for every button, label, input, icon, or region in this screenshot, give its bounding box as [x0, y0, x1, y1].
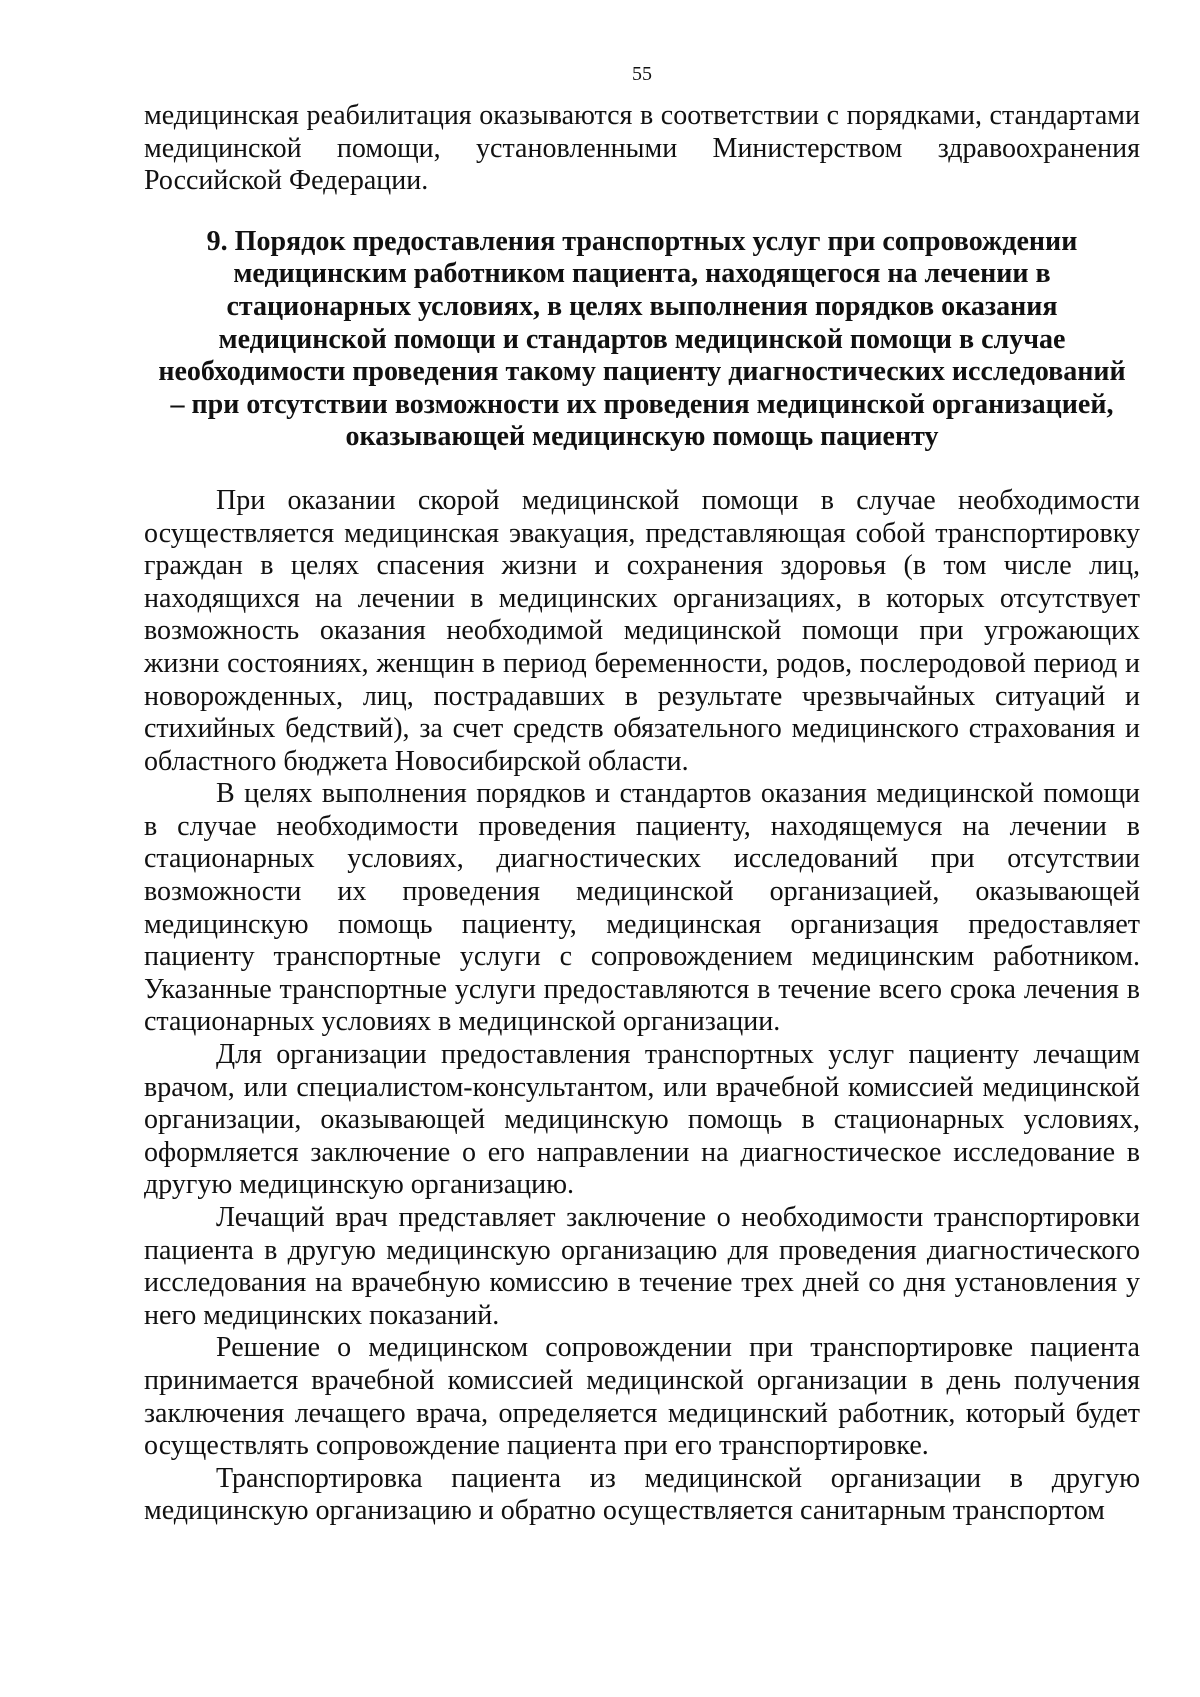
- body-paragraph: Для организации предоставления транспортных услуг пациенту лечащим врачом, или специалистом-консультантом, или врачебной комиссией медицинской организации, оказывающей медицинскую помощь в стационарных условиях, оформляется заключение о его направлении на диагностическое исследование в другую медицинскую организацию.: [144, 1039, 1140, 1201]
- body-paragraph: Транспортировка пациента из медицинской организации в другую медицинскую организацию и обратно осуществляется санитарным транспортом: [144, 1462, 1140, 1527]
- body-paragraph: При оказании скорой медицинской помощи в случае необходимости осуществляется медицинская эвакуация, представляющая собой транспортировку граждан в целях спасения жизни и сохранения здоровья (в том числе лиц, находящихся на лечении в медицинских организациях, в которых отсутствует возможность оказания необходимой медицинской помощи при угрожающих жизни состояниях, женщин в период беременности, родов, послеродовой период и новорожденных, лиц, пострадавших в результате чрезвычайных ситуаций и стихийных бедствий), за счет средств обязательного медицинского страхования и областного бюджета Новосибирской области.: [144, 484, 1140, 777]
- document-page: [144, 62, 1140, 1528]
- section-heading: 9. Порядок предоставления транспортных услуг при сопровождении медицинским работником пациента, находящегося на лечении в стационарных условиях, в целях выполнения порядков оказания медицинской помощи и стандартов медицинской помощи в случае необходимости проведения такому пациенту диагностических исследований – при отсутствии возможности их проведения медицинской организацией, оказывающей медицинскую помощь пациенту: [158, 225, 1126, 453]
- intro-paragraph: медицинская реабилитация оказываются в соответствии с порядками, стандартами медицинской помощи, установленными Министерством здравоохранения Российской Федерации.: [144, 100, 1140, 197]
- body-paragraph: Решение о медицинском сопровождении при транспортировке пациента принимается врачебной комиссией медицинской организации в день получения заключения лечащего врача, определяется медицинский работник, который будет осуществлять сопровождение пациента при его транспортировке.: [144, 1332, 1140, 1462]
- body-paragraph: В целях выполнения порядков и стандартов оказания медицинской помощи в случае необходимости проведения пациенту, находящемуся на лечении в стационарных условиях, диагностических исследований при отсутствии возможности их проведения медицинской организацией, оказывающей медицинскую помощь пациенту, медицинская организация предоставляет пациенту транспортные услуги с сопровождением медицинским работником. Указанные транспортные услуги предоставляются в течение всего срока лечения в стационарных условиях в медицинской организации.: [144, 778, 1140, 1038]
- page-number: 55: [632, 63, 652, 85]
- body-paragraph: Лечащий врач представляет заключение о необходимости транспортировки пациента в другую медицинскую организацию для проведения диагностического исследования на врачебную комиссию в течение трех дней со дня установления у него медицинских показаний.: [144, 1202, 1140, 1331]
